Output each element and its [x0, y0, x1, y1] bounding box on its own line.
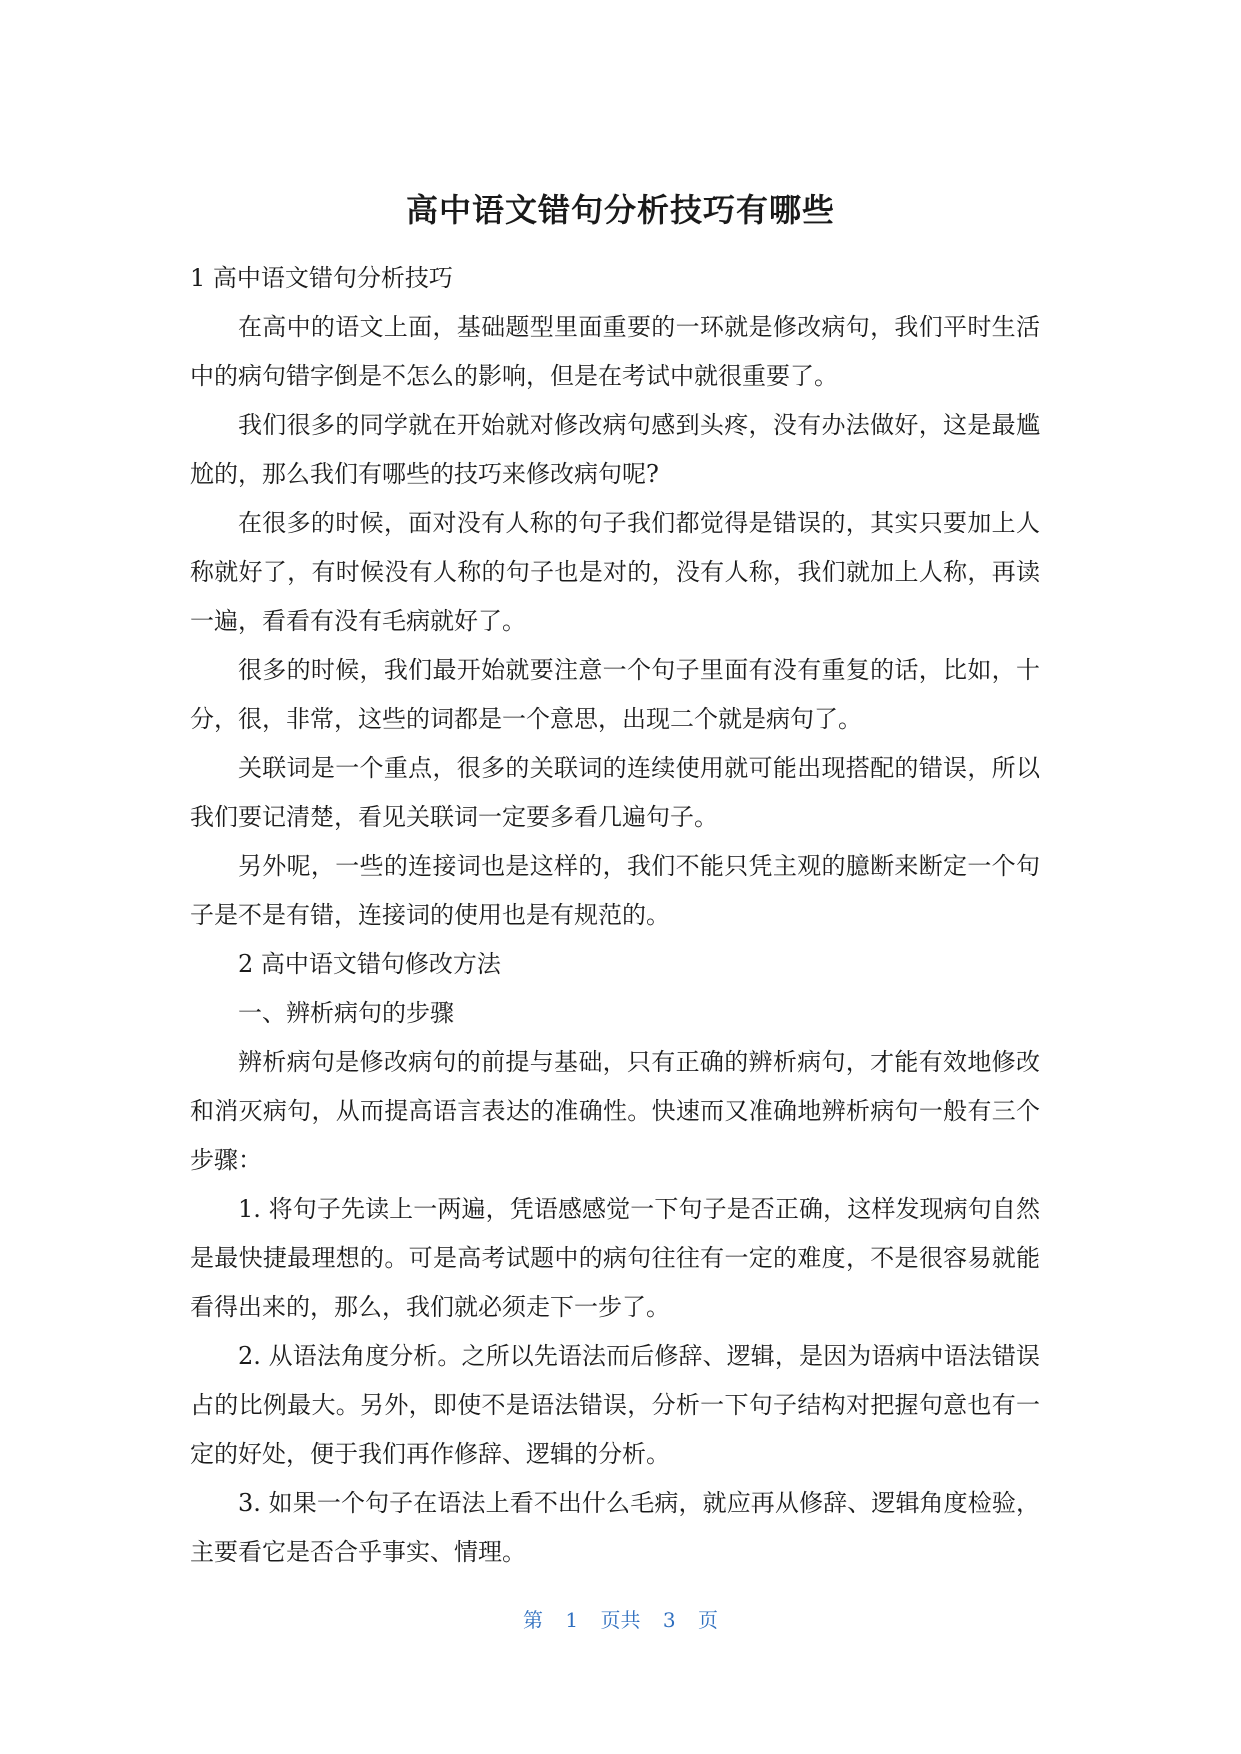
- document-title: 高中语文错句分析技巧有哪些: [405, 191, 835, 229]
- footer-prefix: 第: [523, 1608, 544, 1632]
- paragraph: 很多的时候，我们最开始就要注意一个句子里面有没有重复的话，比如，十分，很，非常，这些的词都是一个意思，出现二个就是病句了。: [190, 656, 1040, 733]
- paragraph: 在很多的时候，面对没有人称的句子我们都觉得是错误的，其实只要加上人称就好了，有时候没有人称的句子也是对的，没有人称，我们就加上人称，再读一遍，看看有没有毛病就好了。: [190, 509, 1040, 635]
- page-footer: [0, 1606, 1241, 1634]
- footer-suffix: 页: [697, 1608, 718, 1632]
- paragraph: 辨析病句是修改病句的前提与基础，只有正确的辨析病句，才能有效地修改和消灭病句，从而提高语言表达的准确性。快速而又准确地辨析病句一般有三个步骤：: [190, 1048, 1040, 1174]
- section-heading-2: 2 高中语文错句修改方法: [238, 950, 501, 978]
- list-item: 3. 如果一个句子在语法上看不出什么毛病，就应再从修辞、逻辑角度检验，主要看它是否合乎事实、情理。: [190, 1489, 1040, 1566]
- paragraph: 在高中的语文上面，基础题型里面重要的一环就是修改病句，我们平时生活中的病句错字倒是不怎么的影响，但是在考试中就很重要了。: [190, 313, 1040, 390]
- document-body: [190, 254, 1040, 1577]
- paragraph: 另外呢，一些的连接词也是这样的，我们不能只凭主观的臆断来断定一个句子是不是有错，连接词的使用也是有规范的。: [190, 852, 1040, 929]
- footer-total-pages: 3: [662, 1608, 676, 1632]
- subsection-heading: 一、辨析病句的步骤: [238, 999, 454, 1027]
- footer-middle: 页共: [600, 1608, 641, 1632]
- paragraph: 关联词是一个重点，很多的关联词的连续使用就可能出现搭配的错误，所以我们要记清楚，看见关联词一定要多看几遍句子。: [190, 754, 1040, 831]
- section-heading-1: 1 高中语文错句分析技巧: [190, 264, 453, 292]
- list-item: 1. 将句子先读上一两遍，凭语感感觉一下句子是否正确，这样发现病句自然是最快捷最理想的。可是高考试题中的病句往往有一定的难度，不是很容易就能看得出来的，那么，我们就必须走下一步了。: [190, 1195, 1040, 1321]
- list-item: 2. 从语法角度分析。之所以先语法而后修辞、逻辑，是因为语病中语法错误占的比例最大。另外，即使不是语法错误，分析一下句子结构对把握句意也有一定的好处，便于我们再作修辞、逻辑的分析。: [190, 1342, 1040, 1468]
- paragraph: 我们很多的同学就在开始就对修改病句感到头疼，没有办法做好，这是最尴尬的，那么我们有哪些的技巧来修改病句呢?: [190, 411, 1040, 488]
- footer-current-page: 1: [565, 1608, 579, 1632]
